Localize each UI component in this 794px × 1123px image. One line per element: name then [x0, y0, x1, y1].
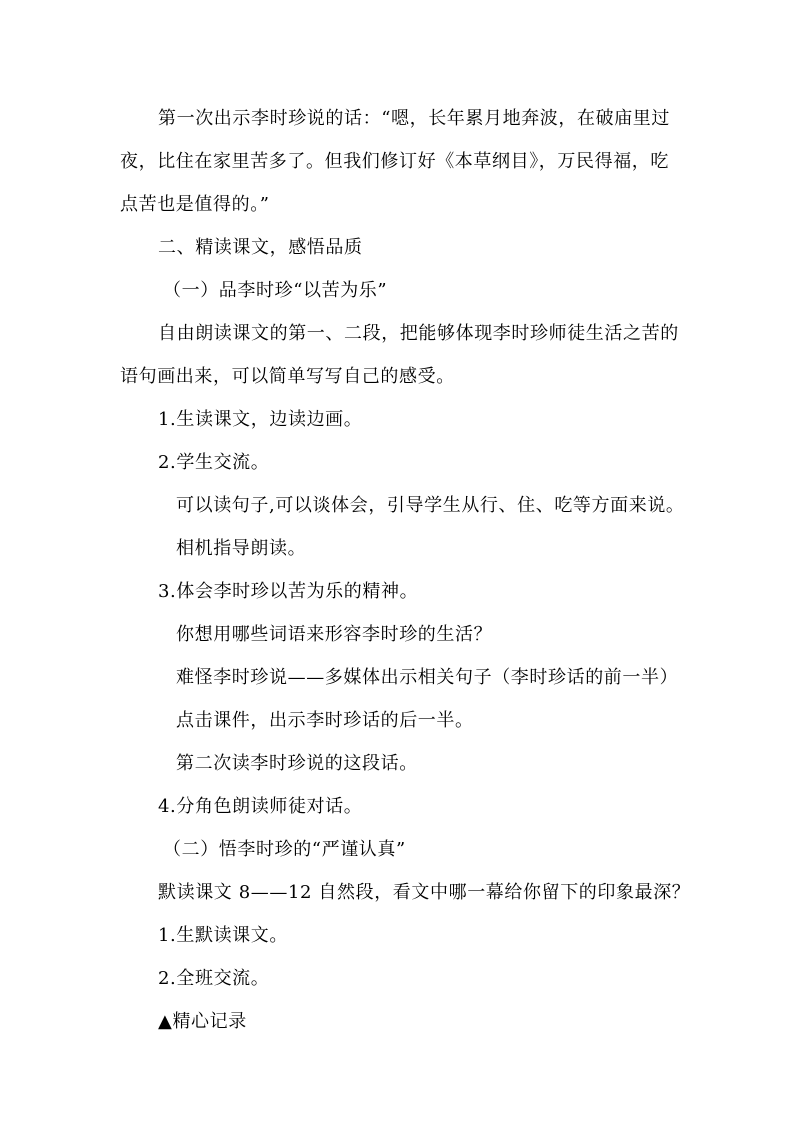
list-item-detail: 相机指导朗读。	[176, 538, 307, 559]
list-item-detail: 难怪李时珍说——多媒体出示相关句子（李时珍话的前一半）	[176, 667, 679, 688]
marked-heading: ▲精心记录	[158, 1011, 247, 1032]
paragraph-line: 语句画出来，可以简单写写自己的感受。	[120, 366, 455, 387]
paragraph-line: 第一次出示李时珍说的话：“嗯，长年累月地奔波，在破庙里过	[158, 108, 670, 129]
paragraph-line: 自由朗读课文的第一、二段，把能够体现李时珍师徒生活之苦的	[158, 323, 679, 344]
list-item-detail: 点击课件，出示李时珍话的后一半。	[176, 710, 474, 731]
list-item: 1.生默读课文。	[158, 925, 288, 946]
list-item: 4.分角色朗读师徒对话。	[158, 796, 363, 817]
subsection-heading: （二）悟李时珍的“严谨认真”	[163, 839, 406, 860]
paragraph-line: 夜，比住在家里苦多了。但我们修订好《本草纲目》，万民得福，吃	[120, 151, 669, 172]
subsection-heading: （一）品李时珍“以苦为乐”	[163, 280, 388, 301]
list-item: 3.体会李时珍以苦为乐的精神。	[158, 581, 419, 602]
list-item: 2.全班交流。	[158, 968, 270, 989]
list-item: 2.学生交流。	[158, 452, 270, 473]
paragraph-line: 点苦也是值得的。”	[120, 194, 270, 215]
list-item-detail: 你想用哪些词语来形容李时珍的生活？	[176, 624, 493, 645]
list-item-detail: 可以读句子,可以谈体会，引导学生从行、住、吃等方面来说。	[176, 495, 685, 516]
list-item: 1.生读课文，边读边画。	[158, 409, 363, 430]
list-item-detail: 第二次读李时珍说的这段话。	[176, 753, 418, 774]
section-heading: 二、精读课文，感悟品质	[158, 237, 363, 258]
paragraph-line: 默读课文 8——12 自然段，看文中哪一幕给你留下的印象最深？	[158, 882, 691, 903]
